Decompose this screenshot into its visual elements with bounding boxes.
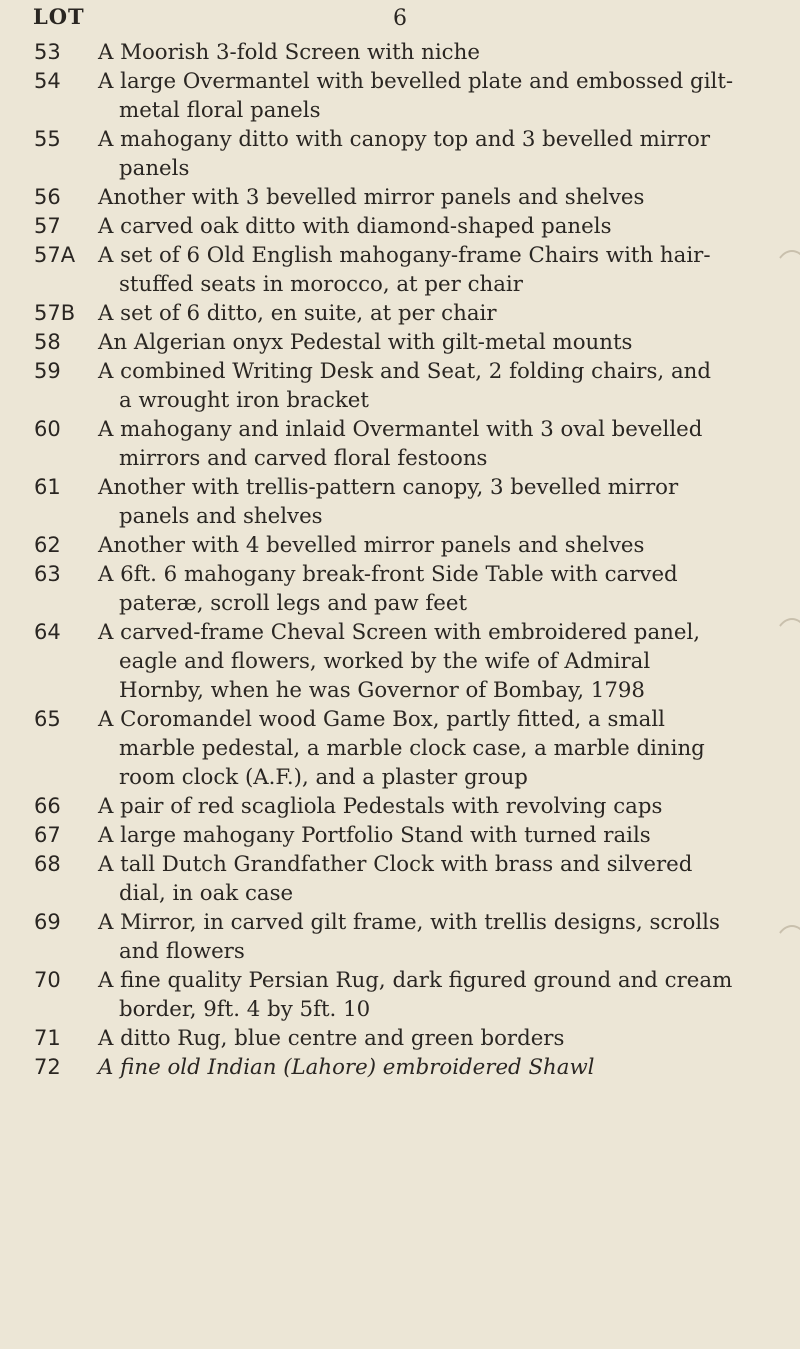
lot-entry <box>0 1053 800 1082</box>
lot-number: 66 <box>34 794 61 818</box>
lot-description-line: and flowers <box>119 939 245 964</box>
lot-description-line: A mahogany and inlaid Overmantel with 3 oval bevelled <box>98 417 703 442</box>
lot-entry <box>0 299 800 328</box>
lot-description <box>98 415 764 473</box>
lot-description <box>98 618 764 705</box>
lot-description-line: A large Overmantel with bevelled plate and embossed gilt- <box>98 69 734 94</box>
page-number: 6 <box>393 6 407 31</box>
lot-entry <box>0 38 800 67</box>
lot-description <box>98 125 764 183</box>
lot-number: 61 <box>34 475 61 499</box>
lot-description-line: dial, in oak case <box>119 881 294 906</box>
lot-description <box>98 531 764 560</box>
lot-number: 57A <box>34 243 76 267</box>
lot-description-line: stuffed seats in morocco, at per chair <box>119 272 523 297</box>
lot-description-line: a wrought iron bracket <box>119 388 369 413</box>
lot-description <box>98 560 764 618</box>
lot-description-line: A set of 6 Old English mahogany-frame Chairs with hair- <box>98 243 711 268</box>
lot-number: 67 <box>34 823 61 847</box>
lot-description <box>98 821 764 850</box>
lot-number: 65 <box>34 707 61 731</box>
lot-description-line: A 6ft. 6 mahogany break-front Side Table with carved <box>98 562 678 587</box>
lot-description-line: A fine quality Persian Rug, dark figured ground and cream <box>98 968 733 993</box>
lot-list <box>0 38 800 1082</box>
lot-description <box>98 67 764 125</box>
lot-description <box>98 473 764 531</box>
lot-number: 60 <box>34 417 61 441</box>
lot-description-line: A carved-frame Cheval Screen with embroidered panel, <box>98 620 701 645</box>
lot-entry <box>0 705 800 792</box>
lot-description <box>98 850 764 908</box>
lot-description-line: Another with 3 bevelled mirror panels and shelves <box>98 185 645 210</box>
lot-description-line: Another with trellis-pattern canopy, 3 bevelled mirror <box>98 475 679 500</box>
lot-description <box>98 299 764 328</box>
lot-description-line: eagle and flowers, worked by the wife of Admiral <box>119 649 651 674</box>
lot-description <box>98 183 764 212</box>
lot-description-line: A carved oak ditto with diamond-shaped panels <box>98 214 612 239</box>
lot-description-line: A Moorish 3-fold Screen with niche <box>98 40 480 65</box>
lot-description-line: A ditto Rug, blue centre and green borders <box>98 1026 565 1051</box>
lot-entry <box>0 357 800 415</box>
lot-description <box>98 966 764 1024</box>
lot-description-line: border, 9ft. 4 by 5ft. 10 <box>119 997 371 1022</box>
lot-entry <box>0 1024 800 1053</box>
lot-entry <box>0 966 800 1024</box>
lot-description <box>98 328 764 357</box>
lot-description-line: A Coromandel wood Game Box, partly fitted, a small <box>98 707 665 732</box>
lot-description-line: A pair of red scagliola Pedestals with revolving caps <box>98 794 663 819</box>
lot-entry <box>0 821 800 850</box>
lot-number: 70 <box>34 968 61 992</box>
lot-number: 53 <box>34 40 61 64</box>
lot-description-line: Hornby, when he was Governor of Bombay, 1798 <box>119 678 645 703</box>
lot-number: 64 <box>34 620 61 644</box>
lot-entry <box>0 125 800 183</box>
lot-description-line: A set of 6 ditto, en suite, at per chair <box>98 301 497 326</box>
lot-number: 63 <box>34 562 61 586</box>
lot-description-line: panels and shelves <box>119 504 323 529</box>
lot-description <box>98 1024 764 1053</box>
lot-entry <box>0 560 800 618</box>
lot-description <box>98 792 764 821</box>
lot-description-line: room clock (A.F.), and a plaster group <box>119 765 528 790</box>
lot-entry <box>0 183 800 212</box>
lot-number: 54 <box>34 69 61 93</box>
lot-description <box>98 241 764 299</box>
lot-entry <box>0 328 800 357</box>
lot-description-line: A mahogany ditto with canopy top and 3 bevelled mirror <box>98 127 711 152</box>
lot-description-line: A tall Dutch Grandfather Clock with brass and silvered <box>98 852 693 877</box>
lot-description <box>98 705 764 792</box>
lot-column-header: LOT <box>33 4 85 29</box>
lot-entry <box>0 241 800 299</box>
lot-description-line: marble pedestal, a marble clock case, a marble dining <box>119 736 705 761</box>
lot-description-line: A large mahogany Portfolio Stand with turned rails <box>98 823 651 848</box>
lot-description-line: A combined Writing Desk and Seat, 2 folding chairs, and <box>98 359 712 384</box>
lot-description <box>98 908 764 966</box>
lot-description-line: metal floral panels <box>119 98 321 123</box>
lot-description-line: mirrors and carved floral festoons <box>119 446 488 471</box>
lot-description-line: A fine old Indian (Lahore) embroidered Shawl <box>98 1055 595 1080</box>
lot-number: 56 <box>34 185 61 209</box>
lot-entry <box>0 531 800 560</box>
lot-number: 55 <box>34 127 61 151</box>
lot-entry <box>0 618 800 705</box>
lot-description <box>98 38 764 67</box>
lot-entry <box>0 415 800 473</box>
lot-description-line: pateræ, scroll legs and paw feet <box>119 591 468 616</box>
lot-number: 58 <box>34 330 61 354</box>
lot-number: 57 <box>34 214 61 238</box>
lot-number: 68 <box>34 852 61 876</box>
lot-entry <box>0 67 800 125</box>
lot-description-line: Another with 4 bevelled mirror panels and shelves <box>98 533 645 558</box>
lot-entry <box>0 850 800 908</box>
lot-description-line: A Mirror, in carved gilt frame, with trellis designs, scrolls <box>98 910 720 935</box>
lot-number: 62 <box>34 533 61 557</box>
lot-description <box>98 212 764 241</box>
lot-description <box>98 1053 764 1082</box>
lot-number: 69 <box>34 910 61 934</box>
lot-entry <box>0 473 800 531</box>
lot-description-line: An Algerian onyx Pedestal with gilt-metal mounts <box>98 330 633 355</box>
lot-number: 71 <box>34 1026 61 1050</box>
lot-number: 59 <box>34 359 61 383</box>
lot-number: 57B <box>34 301 76 325</box>
lot-number: 72 <box>34 1055 61 1079</box>
lot-entry <box>0 212 800 241</box>
lot-entry <box>0 908 800 966</box>
lot-entry <box>0 792 800 821</box>
lot-description-line: panels <box>119 156 190 181</box>
lot-description <box>98 357 764 415</box>
